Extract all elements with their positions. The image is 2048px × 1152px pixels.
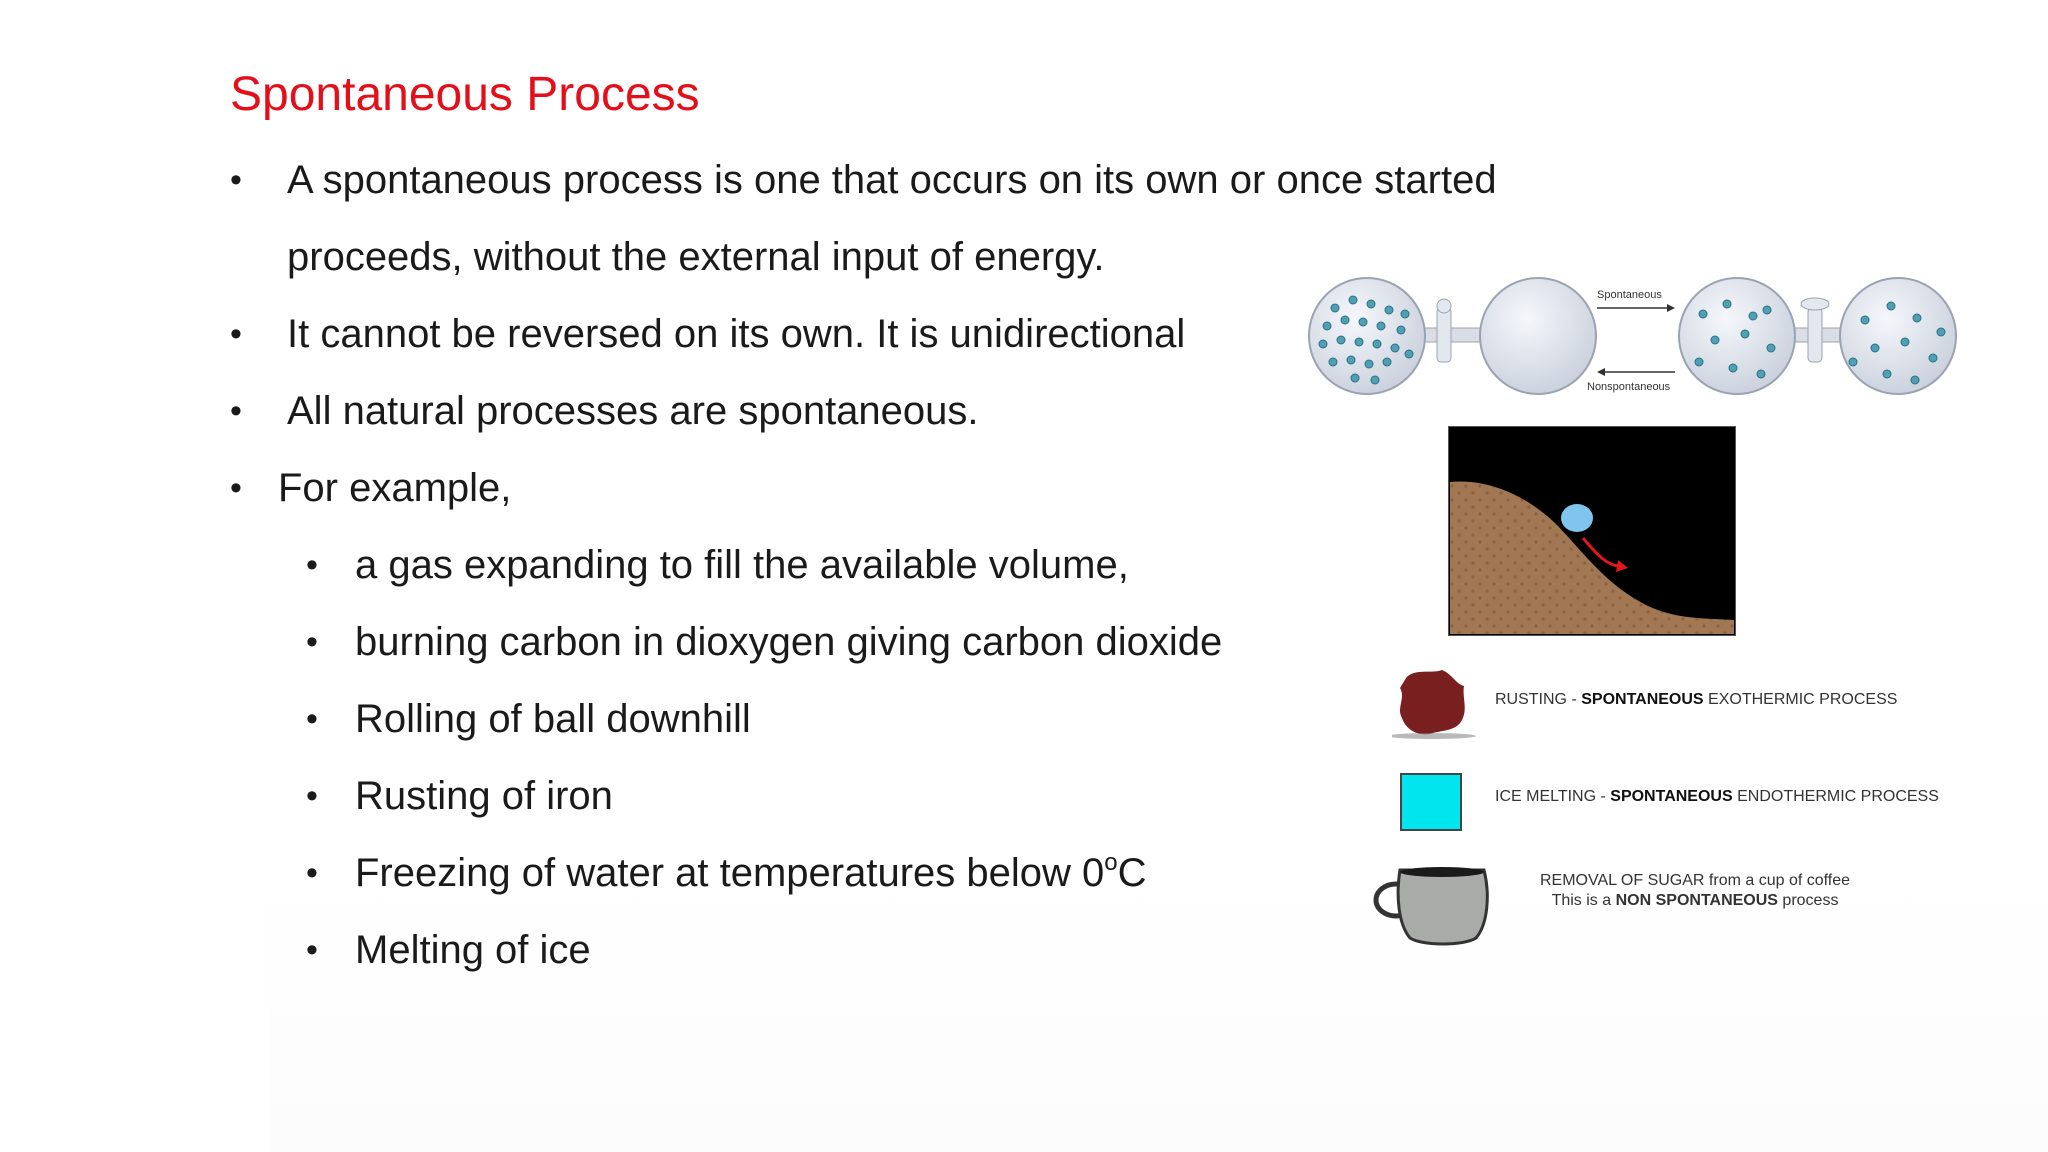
ball-downhill-figure — [1448, 426, 1736, 636]
coffee-cup-icon — [1372, 864, 1490, 946]
slide-title: Spontaneous Process — [230, 68, 700, 121]
ice-melting-label — [1495, 788, 1939, 806]
bullet-natural-processes: All natural processes are spontaneous. — [287, 389, 979, 433]
flask-pair-left — [1309, 278, 1596, 394]
sugar-removal-label — [1540, 871, 1850, 911]
sub-bullet-dot: • — [306, 700, 318, 738]
example-rolling-ball: Rolling of ball downhill — [355, 697, 751, 741]
rust-suffix: EXOTHERMIC PROCESS — [1703, 691, 1898, 708]
sugar-line2-prefix: This is a — [1551, 892, 1616, 909]
sugar-line1: REMOVAL OF SUGAR from a cup of coffee — [1540, 872, 1851, 889]
degree-superscript: o — [1104, 849, 1118, 876]
example-freezing-water — [355, 849, 1147, 897]
ball — [1561, 504, 1593, 532]
ice-suffix: ENDOTHERMIC PROCESS — [1732, 788, 1939, 805]
sub-bullet-dot: • — [306, 854, 318, 892]
sugar-line2-bold: NON SPONTANEOUS — [1615, 892, 1778, 909]
sub-bullet-dot: • — [306, 623, 318, 661]
bullet-unidirectional: It cannot be reversed on its own. It is unidirectional — [287, 312, 1186, 356]
bullet-dot: • — [230, 392, 242, 430]
sub-bullet-dot: • — [306, 777, 318, 815]
example-melting-ice: Melting of ice — [355, 928, 591, 972]
celsius-unit: C — [1117, 851, 1147, 895]
nonspontaneous-label: Nonspontaneous — [1587, 381, 1671, 393]
rust-icon — [1392, 664, 1482, 744]
flask-pair-right — [1679, 278, 1956, 394]
sub-bullet-dot: • — [306, 546, 318, 584]
rust-prefix: RUSTING - — [1495, 691, 1582, 708]
example-freezing-text: Freezing of water at temperatures below 0 — [355, 851, 1105, 895]
bullet-dot: • — [230, 161, 242, 199]
sugar-line2 — [1540, 891, 1850, 911]
sugar-line2-suffix: process — [1777, 892, 1839, 909]
gas-expansion-figure — [1305, 270, 1965, 400]
example-gas-expanding: a gas expanding to fill the available volume, — [355, 543, 1129, 587]
ice-bold: SPONTANEOUS — [1610, 788, 1733, 805]
bullet-definition-line1: A spontaneous process is one that occurs on its own or once started — [287, 158, 1497, 202]
spontaneous-label: Spontaneous — [1597, 289, 1662, 301]
ice-prefix: ICE MELTING - — [1495, 788, 1611, 805]
ice-icon — [1399, 772, 1463, 832]
process-arrows — [1587, 289, 1675, 393]
sub-bullet-dot: • — [306, 931, 318, 969]
example-burning-carbon: burning carbon in dioxygen giving carbon dioxide — [355, 620, 1223, 664]
bullet-dot: • — [230, 315, 242, 353]
bullet-dot: • — [230, 469, 242, 507]
rust-bold: SPONTANEOUS — [1581, 691, 1704, 708]
example-rusting-iron: Rusting of iron — [355, 774, 613, 818]
bullet-definition-line2: proceeds, without the external input of energy. — [287, 235, 1105, 279]
bullet-for-example: For example, — [278, 466, 512, 510]
rusting-label — [1495, 691, 1897, 709]
